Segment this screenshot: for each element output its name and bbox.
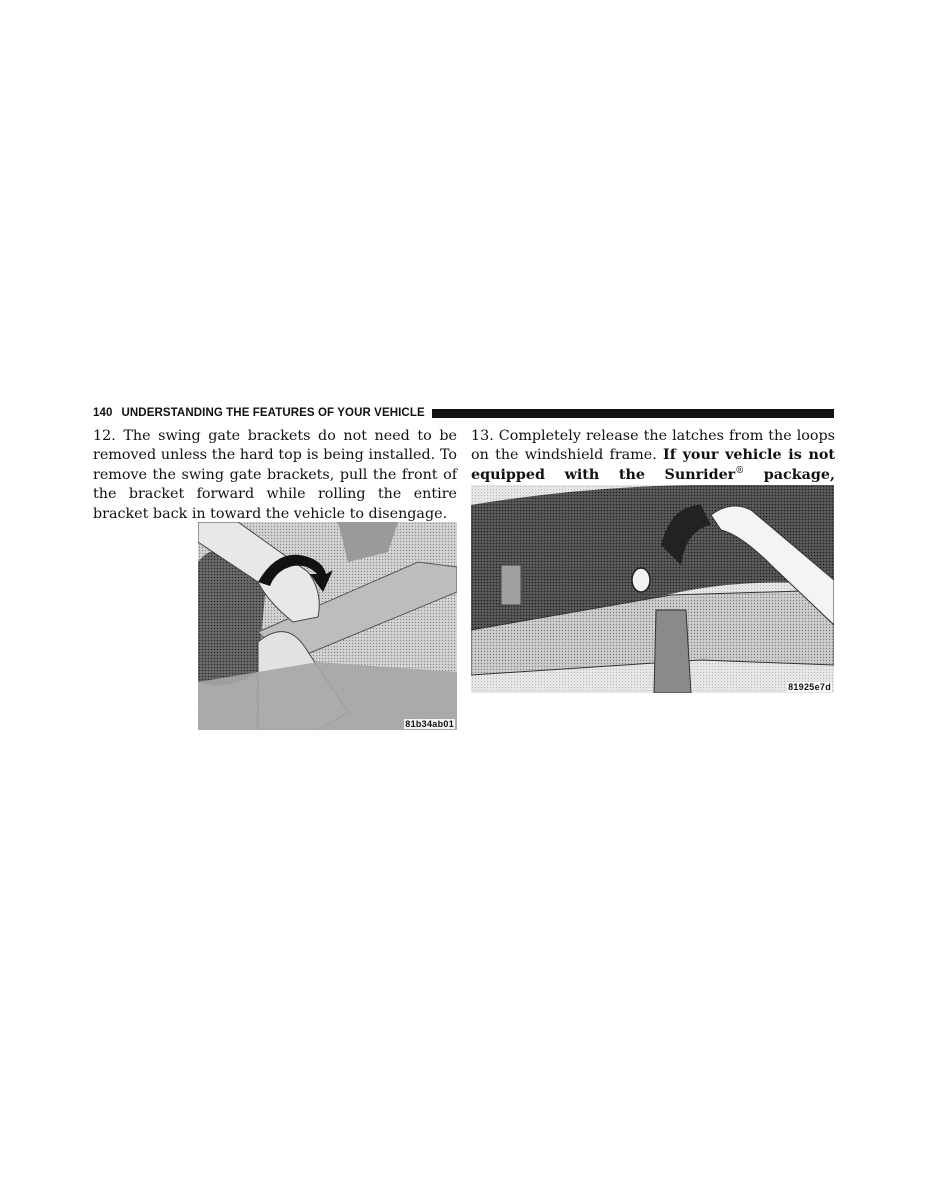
section-title: UNDERSTANDING THE FEATURES OF YOUR VEHICLE xyxy=(121,407,425,419)
windshield-latch-illustration xyxy=(471,485,834,693)
windshield-latch-drawing xyxy=(471,485,834,693)
header-rule xyxy=(432,409,834,418)
swing-gate-bracket-illustration xyxy=(198,522,457,730)
swing-gate-bracket-drawing xyxy=(198,522,457,730)
running-header xyxy=(93,405,834,421)
registered-mark: ® xyxy=(735,466,745,477)
step-13-bold-1: If your vehicle is not equipped with the Sunrider xyxy=(471,447,835,483)
figure-code: 81b34ab01 xyxy=(405,719,454,729)
figure-code: 81925e7d xyxy=(788,682,831,692)
step-13-bold-2: package, xyxy=(763,466,835,483)
step-13-plain: 13. Completely release the latches from the loops on the windshield frame. xyxy=(471,428,835,464)
page-number: 140 xyxy=(93,407,113,419)
left-column xyxy=(93,427,457,524)
step-12-text: 12. The swing gate brackets do not need to be removed unless the hard top is being installed. To remove the swing gate brackets, pull the front of the bracket forward while rolling the entire bracket back in toward the vehicle to disengage. xyxy=(93,428,457,522)
